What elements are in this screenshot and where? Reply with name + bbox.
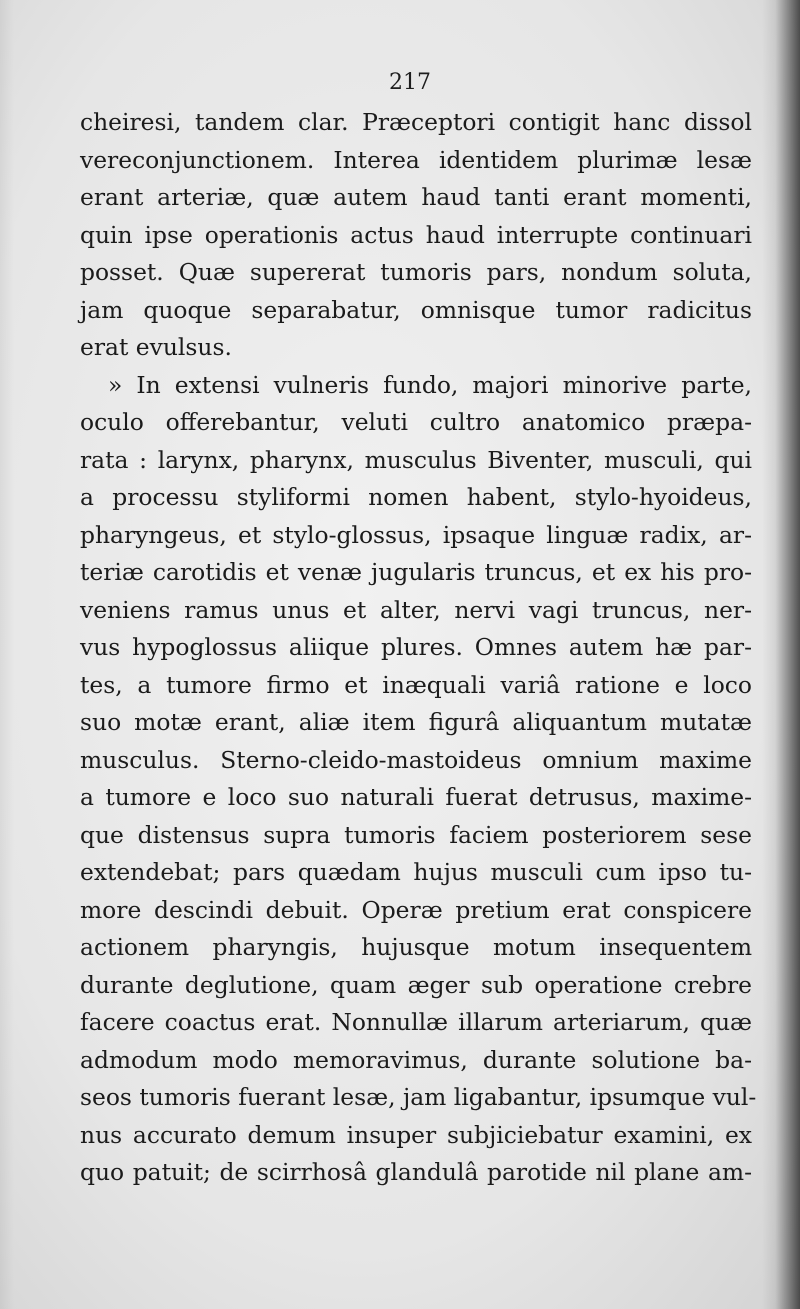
page-number: 217 (389, 70, 431, 95)
text-line: a tumore e loco suo naturali fuerat detrusus, maxime- (80, 783, 752, 811)
text-line: quin ipse operationis actus haud interrupte continuari (80, 220, 752, 249)
text-line: actionem pharyngis, hujusque motum insequentem (80, 933, 752, 961)
text-line: veniens ramus unus et alter, nervi vagi truncus, ner- (80, 595, 752, 624)
text-line: teriæ carotidis et venæ jugularis truncus, et ex his pro- (80, 558, 752, 586)
text-line: extendebat; pars quædam hujus musculi cum ipso tu- (80, 858, 752, 886)
text-line: tes, a tumore firmo et inæquali variâ ratione e loco (80, 670, 752, 699)
text-line: vus hypoglossus aliique plures. Omnes autem hæ par- (80, 633, 752, 661)
text-line: admodum modo memoravimus, durante solutione ba- (80, 1045, 752, 1074)
text-line: » In extensi vulneris fundo, majori minorive parte, (108, 370, 752, 399)
text-line: musculus. Sterno-cleido-mastoideus omnium maxime (80, 745, 752, 774)
text-line: rata : larynx, pharynx, musculus Biventer, musculi, qui (80, 445, 752, 474)
text-line: que distensus supra tumoris faciem posteriorem sese (80, 820, 752, 849)
body-text (80, 104, 757, 1192)
scan-edge-shadow-left (0, 0, 14, 1309)
text-line: quo patuit; de scirrhosâ glandulâ parotide nil plane am- (80, 1158, 752, 1186)
text-line: more descindi debuit. Operæ pretium erat conspicere (80, 895, 752, 924)
text-line: oculo offerebantur, veluti cultro anatomico præpa- (80, 408, 752, 436)
text-line: durante deglutione, quam æger sub operatione crebre (80, 970, 752, 999)
text-line: erant arteriæ, quæ autem haud tanti erant momenti, (80, 183, 752, 211)
text-line: erat evulsus. (80, 333, 232, 361)
text-line: suo motæ erant, aliæ item figurâ aliquantum mutatæ (80, 708, 752, 736)
text-line: a processu styliformi nomen habent, stylo-hyoideus, (80, 483, 752, 511)
text-line: cheiresi, tandem clar. Præceptori contigit hanc dissol (80, 108, 752, 136)
text-line: vereconjunctionem. Interea identidem plurimæ lesæ (80, 145, 752, 174)
text-line: posset. Quæ supererat tumoris pars, nondum soluta, (80, 258, 752, 286)
text-line: nus accurato demum insuper subjiciebatur examini, ex (80, 1120, 752, 1149)
text-line: seos tumoris fuerant lesæ, jam ligabantur, ipsumque vul- (80, 1083, 757, 1111)
text-line: pharyngeus, et stylo-glossus, ipsaque linguæ radix, ar- (80, 520, 752, 549)
text-line: jam quoque separabatur, omnisque tumor radicitus (80, 295, 752, 324)
scan-edge-shadow-right (762, 0, 800, 1309)
text-line: facere coactus erat. Nonnullæ illarum arteriarum, quæ (80, 1008, 752, 1036)
